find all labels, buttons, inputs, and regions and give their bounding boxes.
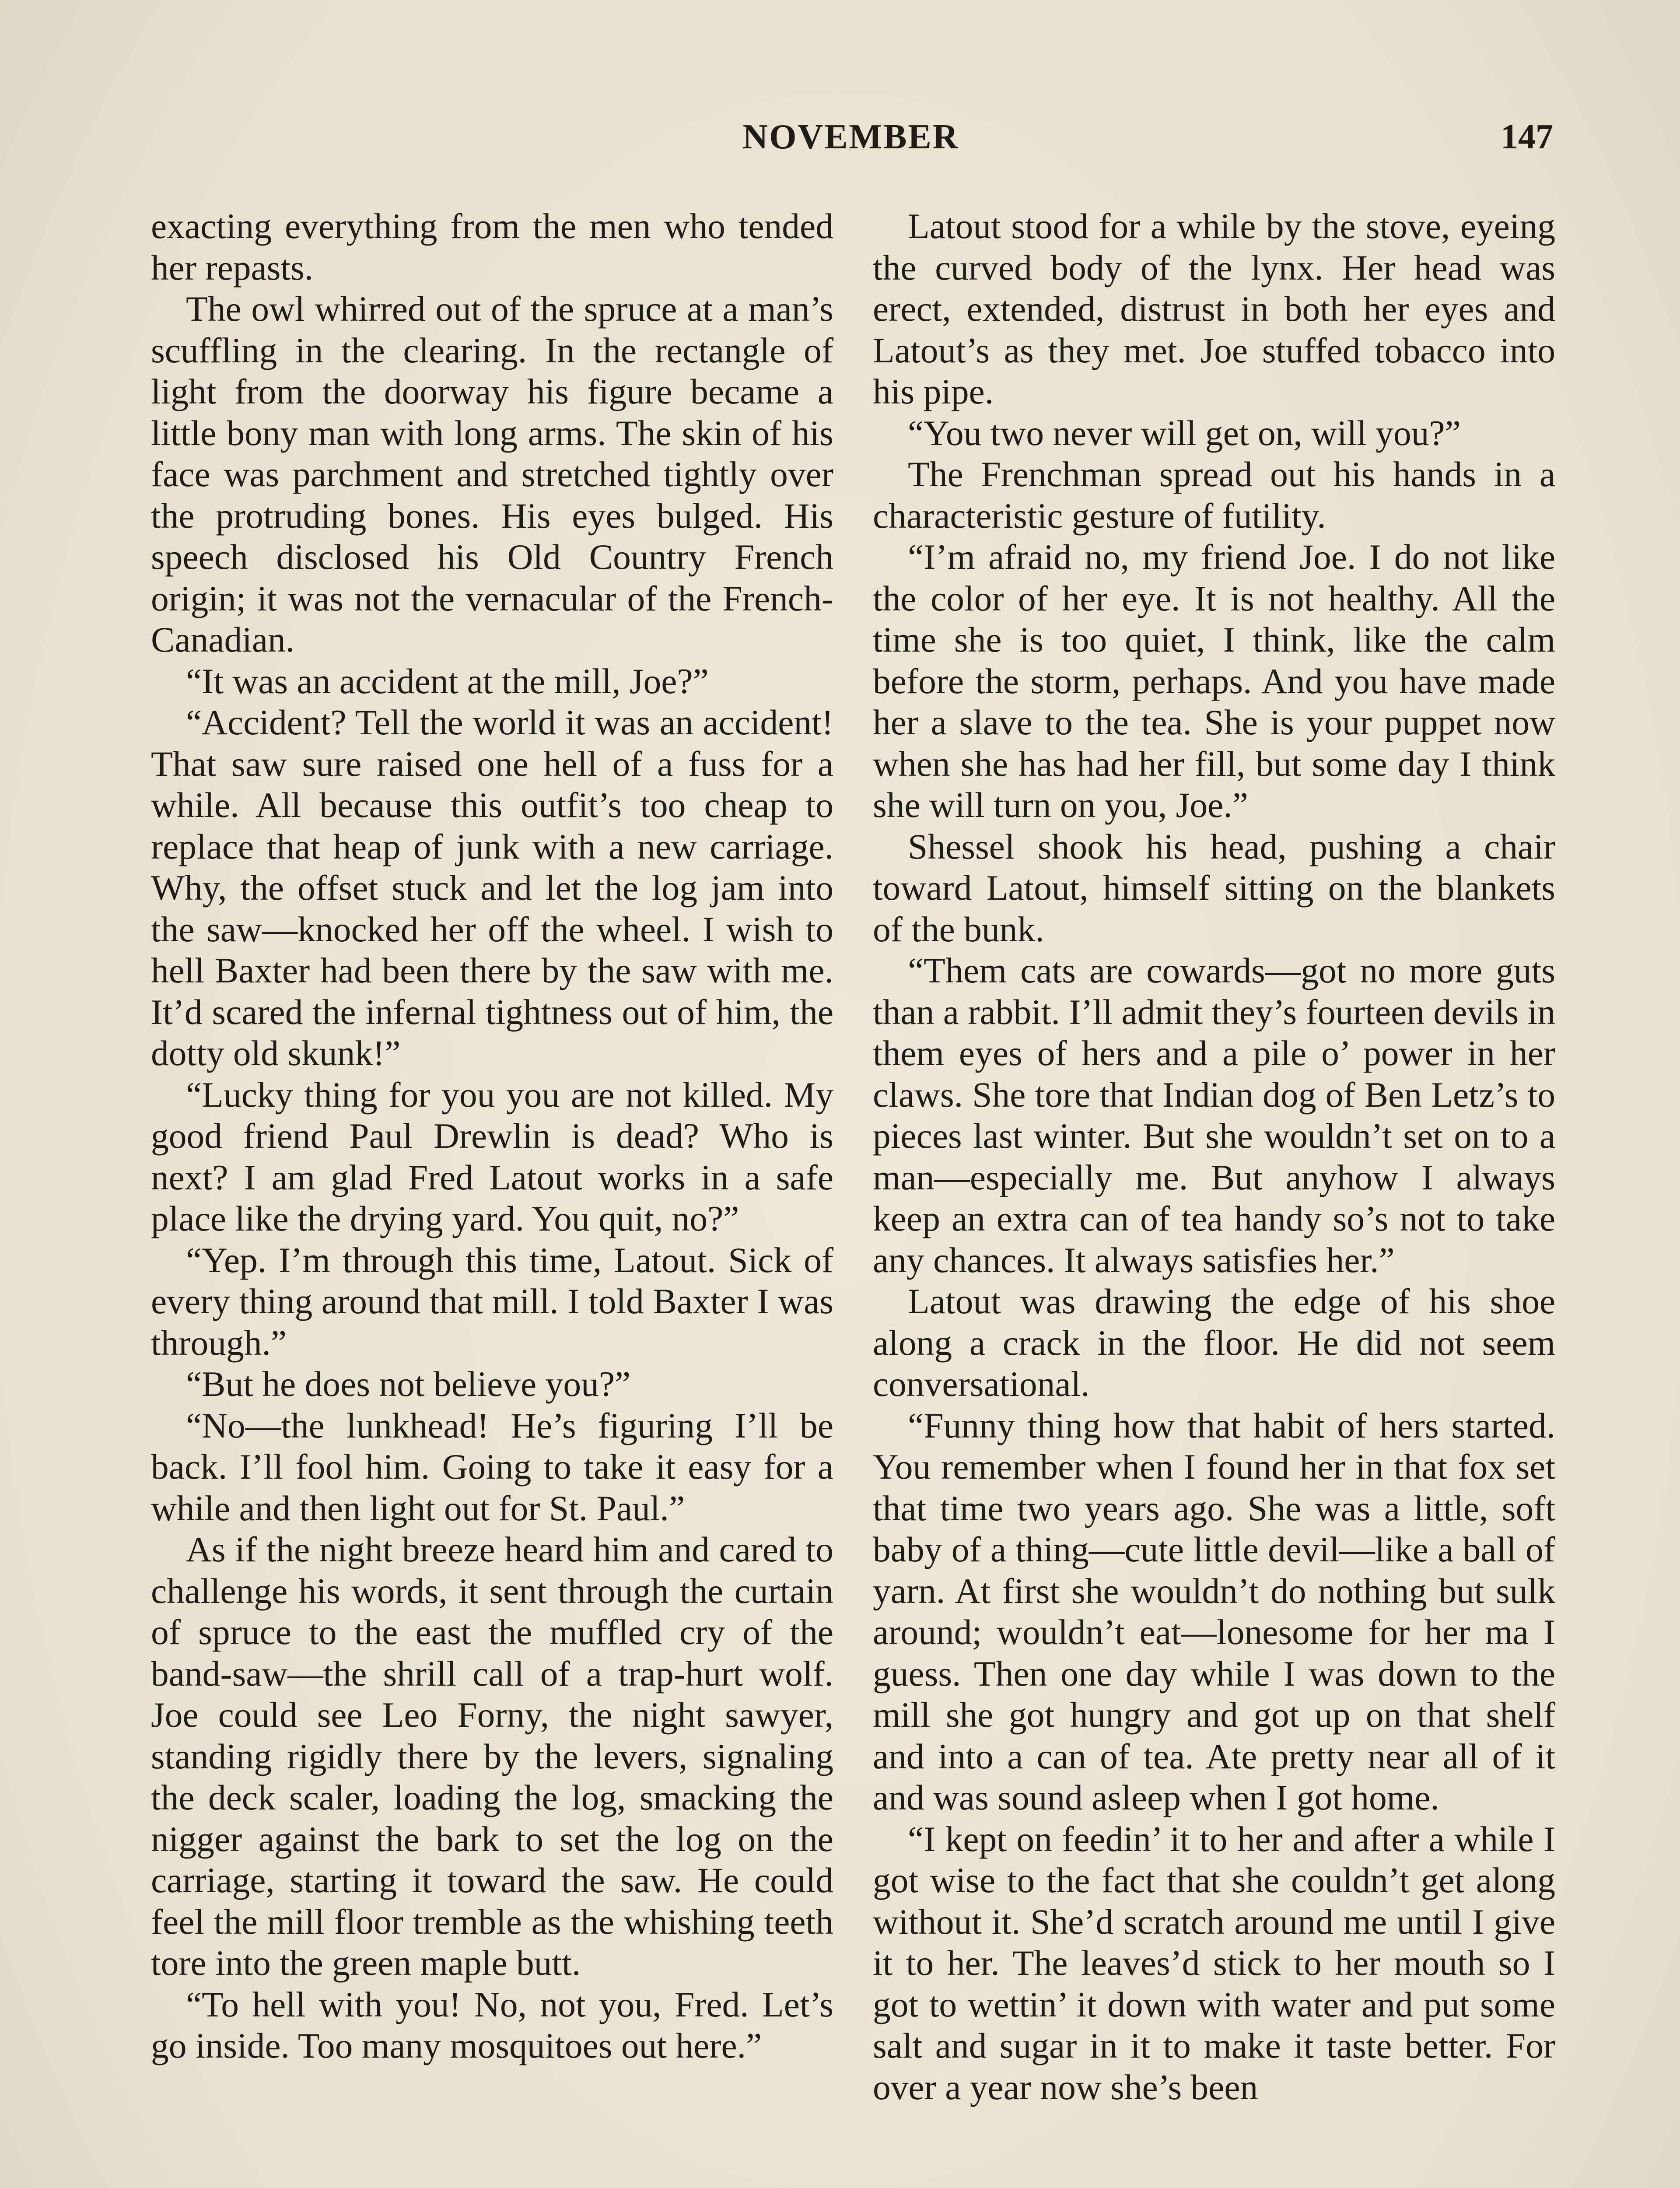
paragraph: exacting everything from the men who tended her repasts. [151,206,833,288]
paragraph: “It was an accident at the mill, Joe?” [186,661,709,701]
paragraph: “I’m afraid no, my friend Joe. I do not like the color of her eye. It is not healthy. All the time she is too quiet, I think, like the calm before the storm, perhaps. And you have made her a slave to the tea. She is your puppet now when she has had her fill, but some day I think she will turn on you, Joe.” [873,537,1555,825]
right-column [873,206,1555,2108]
paragraph: Latout stood for a while by the stove, eyeing the curved body of the lynx. Her head was erect, extended, distrust in both her eyes and Latout’s as they met. Joe stuffed tobacco into his pipe. [873,206,1555,411]
paragraph: “You two never will get on, will you?” [908,413,1461,453]
paragraph: Shessel shook his head, pushing a chair toward Latout, himself sitting on the blankets of the bunk. [873,826,1555,949]
paragraph: “Lucky thing for you you are not killed. My good friend Paul Drewlin is dead? Who is next? I am glad Fred Latout works in a safe place like the drying yard. You quit, no?” [151,1074,833,1238]
paragraph: “No—the lunkhead! He’s figuring I’ll be back. I’ll fool him. Going to take it easy for a while and then light out for St. Paul.” [151,1405,833,1528]
page-number: 147 [1501,118,1553,156]
paragraph: “But he does not believe you?” [186,1364,631,1404]
paragraph: “Funny thing how that habit of hers started. You remember when I found her in that fox set that time two years ago. She was a little, soft baby of a thing—cute little devil—like a ball of yarn. At first she wouldn’t do nothing but sulk around; wouldn’t eat—lonesome for her ma I guess. Then one day while I was down to the mill she got hungry and got up on that shelf and into a can of tea. Ate pretty near all of it and was sound asleep when I got home. [873,1405,1555,1817]
paragraph: “I kept on feedin’ it to her and after a while I got wise to the fact that she couldn’t get along without it. She’d scratch around me until I give it to her. The leaves’d stick to her mouth so I got to wettin’ it down with water and put some salt and sugar in it to make it taste better. For over a year now she’s been [873,1819,1555,2107]
section-title: NOVEMBER [742,118,959,156]
paragraph: The owl whirred out of the spruce at a man’s scuffling in the clearing. In the rectangle of light from the doorway his figure became a little bony man with long arms. The skin of his face was parchment and stretched tightly over the protruding bones. His eyes bulged. His speech disclosed his Old Country French origin; it was not the vernacular of the French-Canadian. [151,289,833,659]
paragraph: Latout was drawing the edge of his shoe along a crack in the floor. He did not seem conversational. [873,1281,1555,1404]
left-column [151,206,833,2067]
running-head [149,117,1553,165]
paragraph: As if the night breeze heard him and cared to challenge his words, it sent through the curtain of spruce to the east the muffled cry of the band-saw—the shrill call of a trap-hurt wolf. Joe could see Leo Forny, the night sawyer, standing rigidly there by the levers, signaling the deck scaler, loading the log, smacking the nigger against the bark to set the log on the carriage, starting it toward the saw. He could feel the mill floor tremble as the whishing teeth tore into the green maple butt. [151,1529,833,1983]
paragraph: The Frenchman spread out his hands in a characteristic gesture of futility. [873,454,1555,536]
paragraph: “Yep. I’m through this time, Latout. Sick of every thing around that mill. I told Baxter I was through.” [151,1240,833,1363]
paragraph: “Accident? Tell the world it was an accident! That saw sure raised one hell of a fuss for a while. All because this outfit’s too cheap to replace that heap of junk with a new carriage. Why, the offset stuck and let the log jam into the saw—knocked her off the wheel. I wish to hell Baxter had been there by the saw with me. It’d scared the infernal tightness out of him, the dotty old skunk!” [151,702,833,1073]
paragraph: “To hell with you! No, not you, Fred. Let’s go inside. Too many mosquitoes out here.” [151,1984,833,2065]
paragraph: “Them cats are cowards—got no more guts than a rabbit. I’ll admit they’s fourteen devils in them eyes of hers and a pile o’ power in her claws. She tore that Indian dog of Ben Letz’s to pieces last winter. But she wouldn’t set on to a man—especially me. But anyhow I always keep an extra can of tea handy so’s not to take any chances. It always satisfies her.” [873,950,1555,1280]
